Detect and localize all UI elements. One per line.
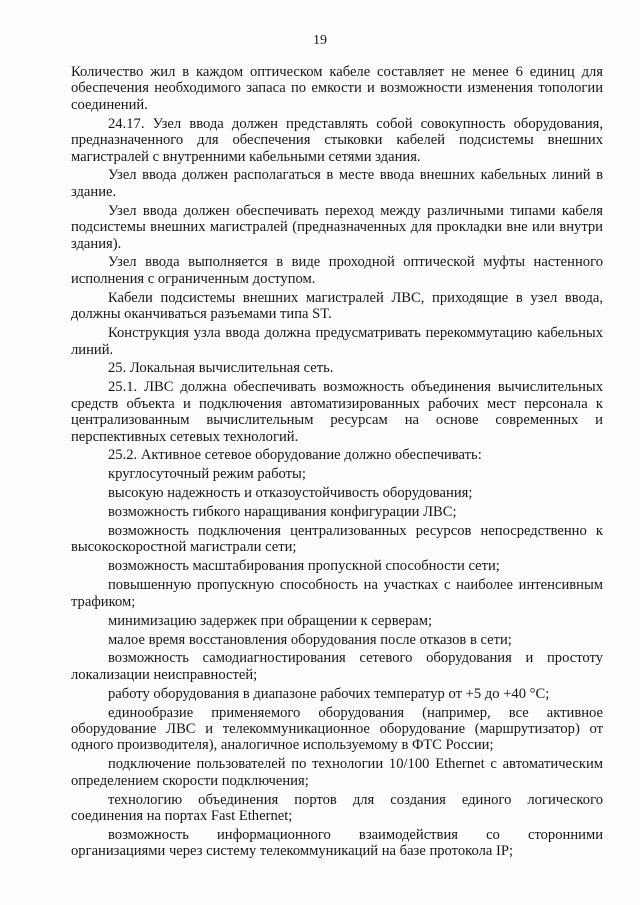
paragraph: Кабели подсистемы внешних магистралей ЛВС, приходящие в узел ввода, должны оканчиваться разъемами типа ST. [71, 289, 603, 323]
paragraph: малое время восстановления оборудования после отказов в сети; [108, 631, 512, 648]
paragraph: 25.1. ЛВС должна обеспечивать возможность объединения вычислительных средств объекта и подключения автоматизированных рабочих мест персонала к централизованным вычислительным ресурсам на основе современных и перспективных сетевых технологий. [71, 379, 603, 445]
paragraph: 24.17. Узел ввода должен представлять собой совокупность оборудования, предназначенного для обеспечения стыковки кабелей подсистемы внешних магистралей с внутренними кабельными сетями здания. [71, 115, 603, 165]
paragraph: подключение пользователей по технологии 10/100 Ethernet с автоматическим определением скорости подключения; [71, 756, 603, 789]
paragraph: возможность масштабирования пропускной способности сети; [108, 558, 500, 575]
paragraph: возможность самодиагностирования сетевого оборудования и простоту локализации неисправностей; [71, 650, 603, 683]
section-heading: 25. Локальная вычислительная сеть. [108, 360, 334, 377]
paragraph: круглосуточный режим работы; [108, 466, 306, 483]
paragraph: возможность информационного взаимодействия со сторонними организациями через систему телекоммуникаций на базе протокола IP; [71, 826, 603, 860]
paragraph: повышенную пропускную способность на участках с наиболее интенсивным трафиком; [71, 577, 603, 610]
document-body [71, 64, 603, 862]
paragraph: работу оборудования в диапазоне рабочих температур от +5 до +40 °С; [108, 685, 550, 702]
page-number: 19 [313, 33, 327, 48]
paragraph: Узел ввода должен обеспечивать переход между различными типами кабеля подсистемы внешних магистралей (предназначенных для прокладки вне или внутри здания). [71, 202, 603, 252]
paragraph: технологию объединения портов для создания единого логического соединения на портах Fast Ethernet; [71, 791, 603, 825]
paragraph: Узел ввода должен располагаться в месте ввода внешних кабельных линий в здание. [71, 167, 603, 200]
paragraph: Узел ввода выполняется в виде проходной оптической муфты настенного исполнения с ограниченным доступом. [71, 254, 603, 287]
paragraph: минимизацию задержек при обращении к серверам; [108, 612, 433, 629]
paragraph: возможность гибкого наращивания конфигурации ЛВС; [108, 504, 457, 521]
paragraph: высокую надежность и отказоустойчивость оборудования; [108, 485, 473, 502]
paragraph: 25.2. Активное сетевое оборудование должно обеспечивать: [108, 447, 482, 464]
paragraph: Количество жил в каждом оптическом кабеле составляет не менее 6 единиц для обеспечения необходимого запаса по емкости и возможности изменения топологии соединений. [71, 64, 603, 113]
paragraph: возможность подключения централизованных ресурсов непосредственно к высокоскоростной магистрали сети; [71, 523, 603, 556]
paragraph: единообразие применяемого оборудования (например, все активное оборудование ЛВС и телекоммуникационное оборудование (маршрутизатор) от одного производителя), аналогичное используемому в ФТС России; [71, 704, 603, 754]
paragraph: Конструкция узла ввода должна предусматривать перекоммутацию кабельных линий. [71, 325, 603, 358]
